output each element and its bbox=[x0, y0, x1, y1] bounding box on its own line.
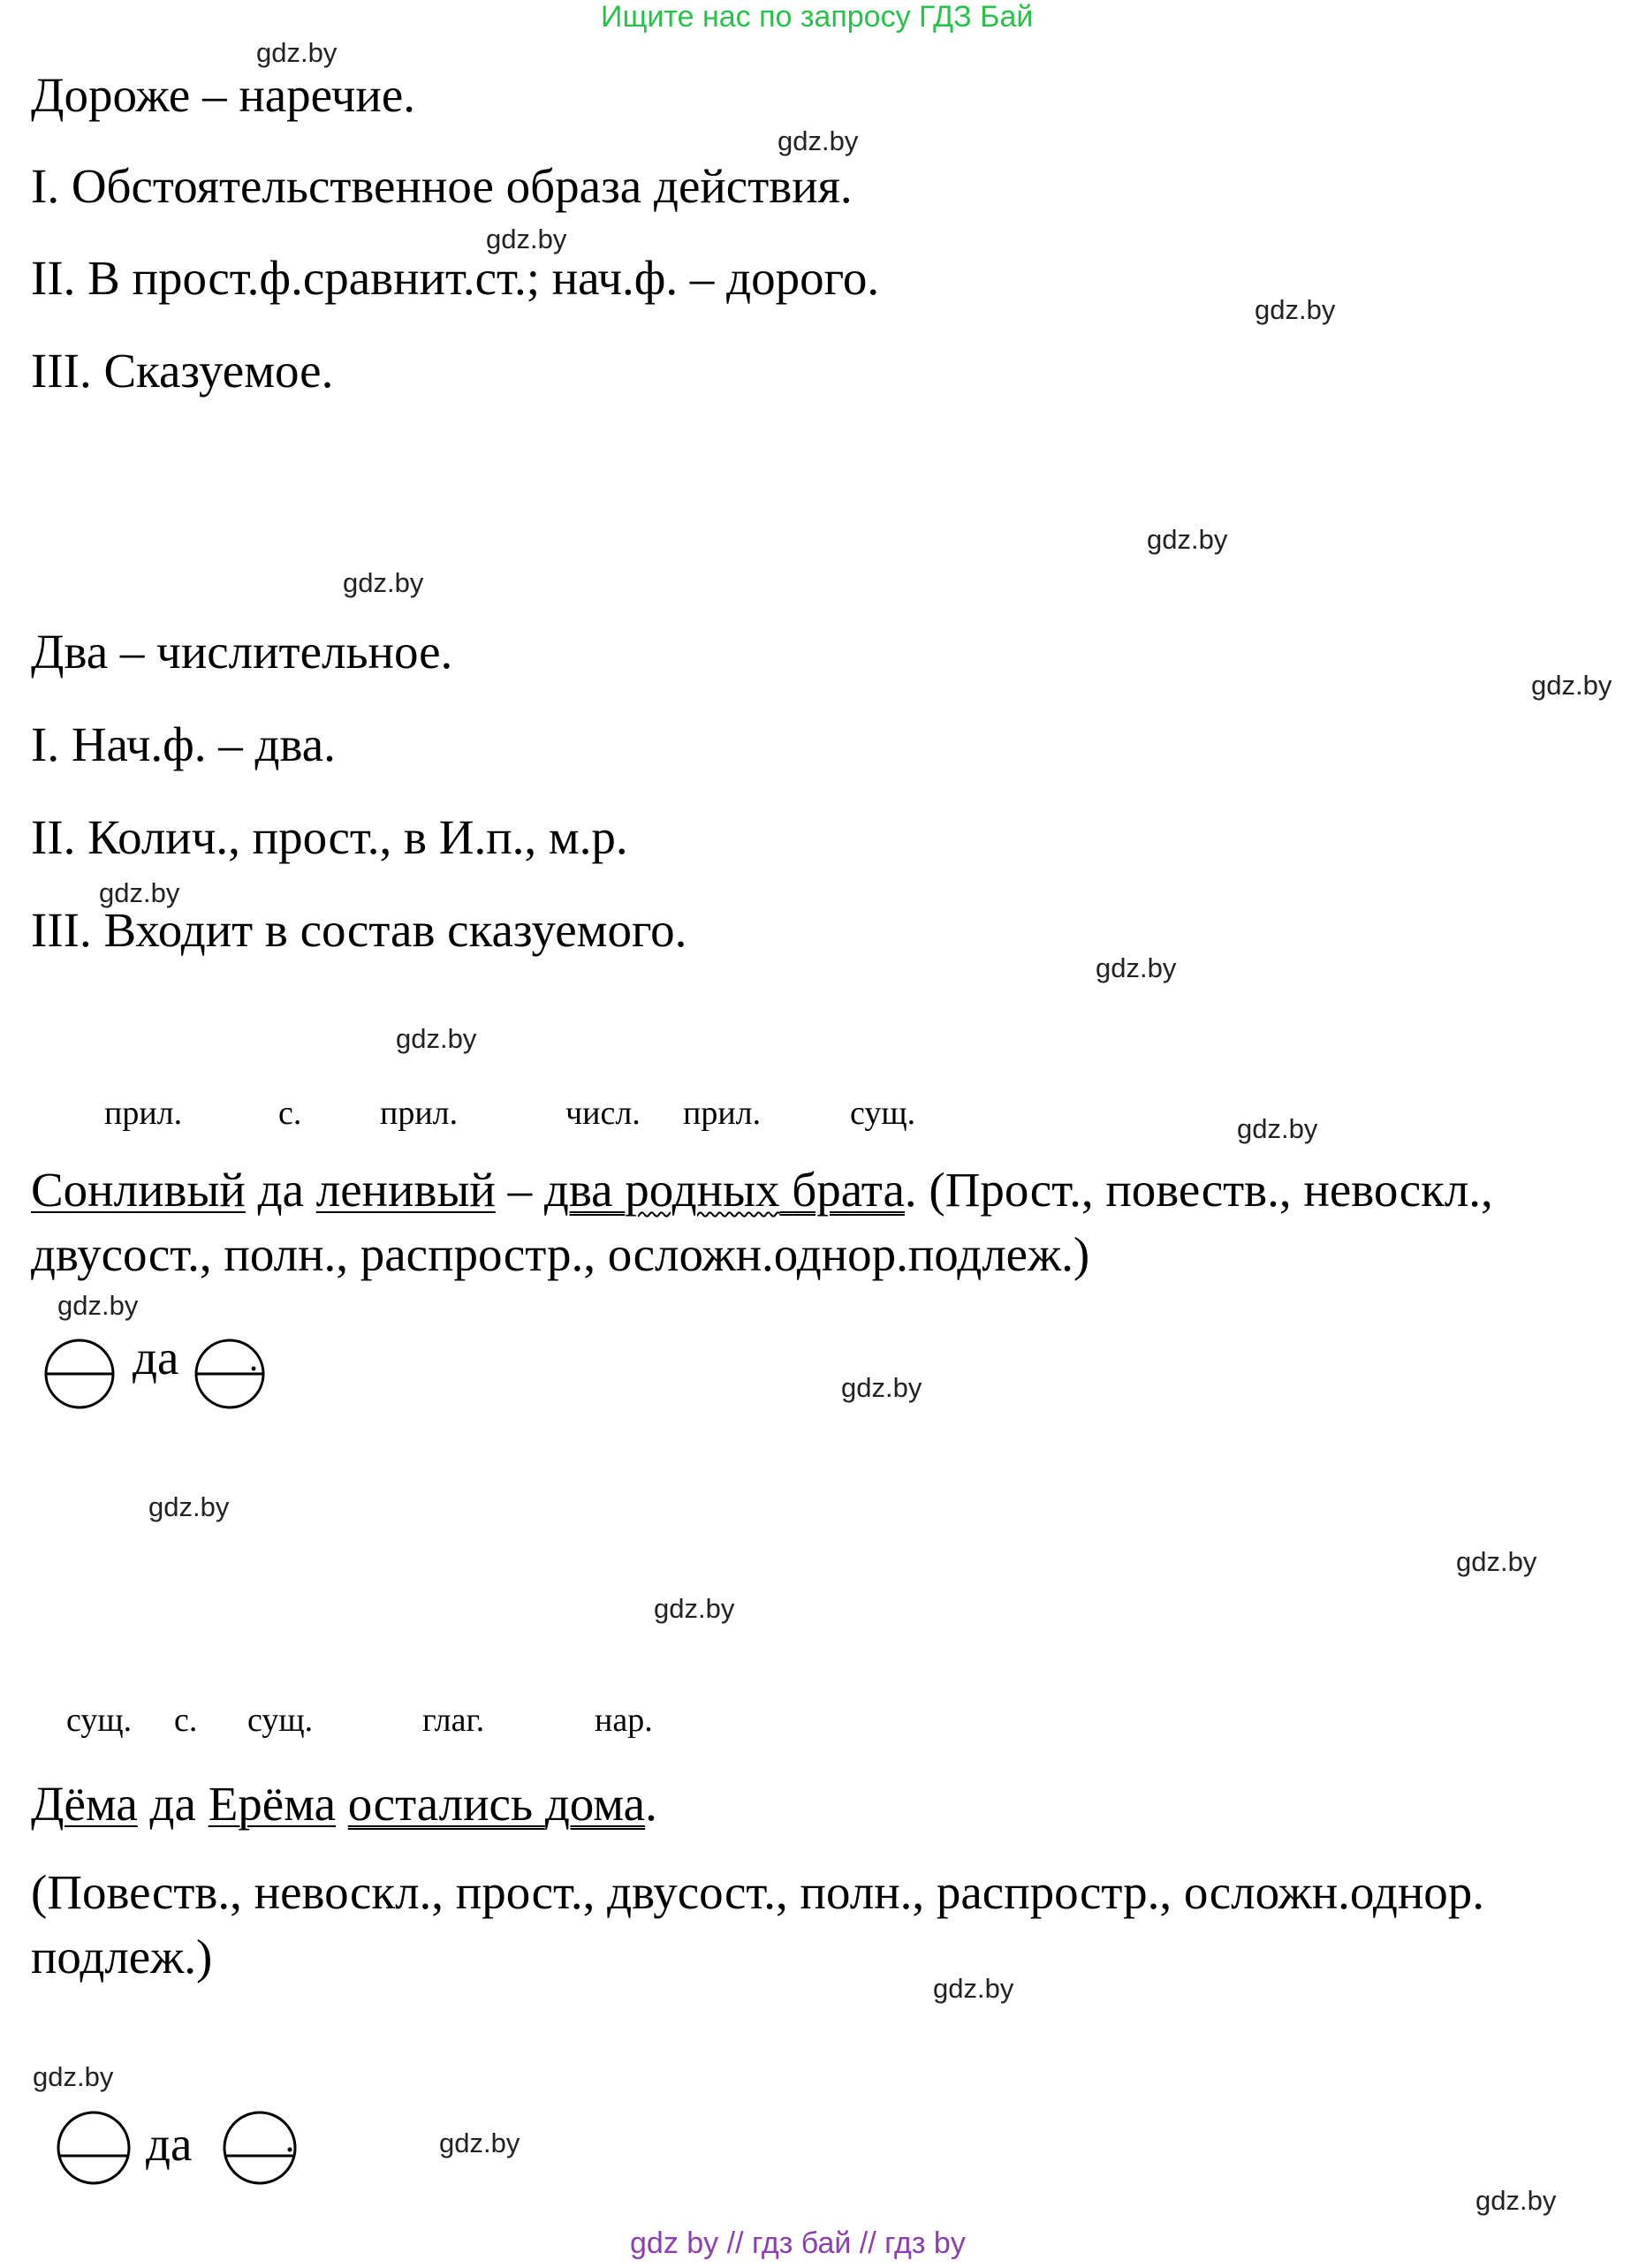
watermark: gdz.by bbox=[778, 125, 859, 156]
watermark: gdz.by bbox=[439, 2128, 520, 2158]
watermark: gdz.by bbox=[343, 567, 424, 598]
sentence-analysis: . (Прост., повеств., невоскл., двусост., полн., распростр., осложн.однор.подлеж.) bbox=[31, 1163, 1493, 1281]
watermark: gdz.by bbox=[841, 1372, 922, 1403]
watermark: gdz.by bbox=[1475, 2185, 1557, 2216]
watermark: gdz.by bbox=[396, 1023, 477, 1054]
conjunction: да bbox=[137, 1777, 209, 1831]
scheme-conjunction: да bbox=[133, 1331, 179, 1384]
watermark: gdz.by bbox=[57, 1290, 139, 1321]
footer-links bbox=[630, 2226, 966, 2261]
watermark: gdz.by bbox=[1255, 294, 1336, 325]
subject-word: Сонливый bbox=[31, 1163, 246, 1217]
scheme-circle bbox=[219, 2107, 300, 2188]
watermark: gdz.by bbox=[933, 1973, 1014, 2004]
footer-link[interactable]: гдз by bbox=[884, 2226, 966, 2260]
pos-label: сущ. bbox=[247, 1702, 314, 1739]
subject-word: Дёма bbox=[31, 1777, 138, 1831]
footer-link[interactable]: гдз бай bbox=[752, 2226, 852, 2260]
section2-line1: I. Нач.ф. – два. bbox=[31, 717, 336, 771]
pos-label: с. bbox=[174, 1702, 198, 1739]
sentence2-analysis: (Повеств., невоскл., прост., двусост., полн., распростр., осложн.однор. подлеж.) bbox=[31, 1865, 1485, 1984]
watermark: gdz.by bbox=[148, 1491, 230, 1522]
watermark: gdz.by bbox=[486, 224, 567, 254]
predicate-word: два bbox=[543, 1163, 613, 1217]
watermark: gdz.by bbox=[1456, 1546, 1537, 1577]
watermark: gdz.by bbox=[654, 1593, 735, 1624]
space bbox=[336, 1777, 348, 1831]
footer-link[interactable]: gdz by bbox=[630, 2226, 719, 2260]
watermark: gdz.by bbox=[256, 37, 338, 68]
scheme-circle bbox=[40, 1334, 119, 1414]
scheme-circle bbox=[53, 2107, 134, 2188]
section2-line2: II. Колич., прост., в И.п., м.р. bbox=[31, 810, 628, 864]
scheme-conjunction: да bbox=[146, 2117, 193, 2171]
sentence1 bbox=[31, 1157, 1621, 1286]
watermark: gdz.by bbox=[33, 2061, 114, 2092]
subject-word: Ерёма bbox=[208, 1777, 337, 1831]
section1-line2: II. В прост.ф.сравнит.ст.; нач.ф. – дорого. bbox=[31, 251, 880, 305]
predicate-word: брата bbox=[792, 1163, 905, 1217]
watermark: gdz.by bbox=[1096, 952, 1177, 983]
period: . bbox=[645, 1777, 657, 1831]
watermark: gdz.by bbox=[99, 877, 180, 908]
pos-label: числ. bbox=[565, 1095, 641, 1132]
section1-title: Дороже – наречие. bbox=[31, 68, 415, 122]
pos-label: глаг. bbox=[422, 1702, 485, 1739]
space bbox=[613, 1163, 626, 1217]
pos-label: сущ. bbox=[850, 1095, 916, 1132]
section1-line1: I. Обстоятельственное образа действия. bbox=[31, 159, 853, 213]
scheme-circle bbox=[190, 1334, 269, 1414]
watermark: gdz.by bbox=[1531, 670, 1612, 701]
section2-title: Два – числительное. bbox=[31, 625, 453, 679]
section1-line3: III. Сказуемое. bbox=[31, 344, 334, 398]
predicate-word: остались bbox=[347, 1777, 534, 1831]
dash: – bbox=[495, 1163, 544, 1217]
conjunction: да bbox=[245, 1163, 316, 1217]
pos-label: прил. bbox=[683, 1095, 762, 1132]
footer-separator: // bbox=[726, 2226, 744, 2260]
section2-line3: III. Входит в состав сказуемого. bbox=[31, 903, 687, 957]
pos-label: сущ. bbox=[66, 1702, 133, 1739]
search-hint: Ищите нас по запросу ГДЗ Бай bbox=[601, 0, 1034, 34]
subject-word: ленивый bbox=[315, 1163, 496, 1217]
sentence2 bbox=[31, 1771, 1621, 1836]
space bbox=[533, 1777, 545, 1831]
pos-label: прил. bbox=[380, 1095, 459, 1132]
pos-label: нар. bbox=[595, 1702, 653, 1739]
footer-separator: // bbox=[859, 2226, 876, 2260]
attribute-word: родных bbox=[625, 1163, 780, 1217]
watermark: gdz.by bbox=[1237, 1113, 1318, 1144]
pos-label: прил. bbox=[104, 1095, 183, 1132]
pos-label: с. bbox=[278, 1095, 302, 1132]
space bbox=[780, 1163, 793, 1217]
watermark: gdz.by bbox=[1147, 524, 1228, 555]
adverbial-word: дома bbox=[544, 1777, 646, 1831]
